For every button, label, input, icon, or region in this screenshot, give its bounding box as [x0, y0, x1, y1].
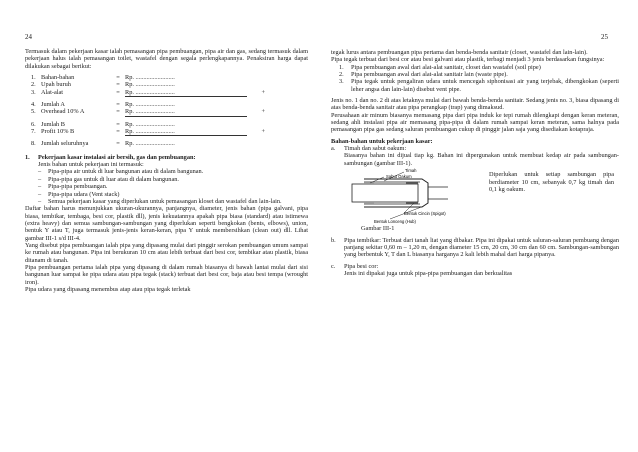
- list-item: – Pipa-pipa udara (Vent stack): [38, 190, 120, 198]
- body-paragraph: Yang disebut pipa pembuangan ialah pipa yang dipasang mulai dari pinggir serokan pembuangan umum sampai ke rumah atau bangunan. Pipa ini berukuran 10 cm atau lebih terbuat dari besi cor, tembikar atau plastik, biasa ditanam di tanah.: [25, 241, 308, 264]
- list-item: – Semua pekerjaan kasar yang diperlukan untuk pemasangan kloset dan wastafel dan lain-lain.: [38, 197, 282, 205]
- section-intro: Jenis bahan untuk pekerjaan ini termasuk:: [38, 161, 144, 169]
- list-item: – Pipa-pipa air untuk di luar bangunan atau di dalam bangunan.: [38, 168, 204, 176]
- right-page-body: [331, 49, 619, 277]
- item-c: c. Pipa besi cor:: [331, 262, 379, 270]
- body-paragraph: Pipa pembuangan pertama ialah pipa yang dipasang di dalam rumah biasanya di bawah lantai mulai dari sisi bangunan luar sampai ke pipa udara atau pipa tegak (stack) terbuat dari besi cor, baja atau besi tempa (wrought iron).: [25, 263, 308, 286]
- body-paragraph: tegak lurus antara pembuangan pipa pertama dan benda-benda sanitair (closet, wastafel dan lain-lain).: [331, 49, 588, 56]
- cost-row: 5. Overhead 10% A = Rp. ......................... +: [31, 108, 265, 116]
- cost-row: 6. Jumlah B = Rp. .........................: [31, 120, 175, 128]
- body-paragraph: Pipa tegak terbuat dari besi cor atau besi galvani atau plastik, terbagi menjadi 3 jenis berdasarkan fungsinya:: [331, 56, 605, 64]
- list-item: 1. Pipa pembuangan awal dari alat-alat sanitair, closet dan wastafel (soil pipe): [339, 63, 541, 71]
- figure-caption: Gambar III-1: [361, 225, 395, 233]
- section-heading: 1. Pekerjaan kasar instalasi air bersih, gas dan pembuangan:: [25, 153, 196, 161]
- body-paragraph: Daftar bahan harus menunjukkan ukuran-ukurannya, panjangnya, diameter, jenis bahan (pipa galvani, pipa biasa, tembikar, tembaga, besi cor, plastik dll), jenis kekuatannya apakah pipa biasa (standard) atau istimewa (extra heavy) dan semua sambungan-sambungan yang diperlukan seperti bengkokan (bents, elbows), union, bentuk Y atau T, juga termasuk jenis-jenis keran-keran, pipa Y untuk membersihkan (clean out) dll. Lihat gambar III-1 s/d III-4.: [25, 205, 308, 242]
- body-paragraph: Pipa udara yang dipasang menembus atap atau pipa tegak terletak: [25, 285, 191, 293]
- figure-side-text: Diperlukan untuk setiap sambungan pipa berdiameter 10 cm, sebanyak 0,7 kg timah dan 0,1 kg oakum.: [489, 171, 614, 193]
- intro-paragraph: Termasuk dalam pekerjaan kasar ialah pemasangan pipa pembuangan, pipa air dan gas, sedang termasuk dalam pekerjaan halus ialah pemasangan toilet, wastafel dengan segala perlengkapannya. Penaksiran harga dapat dilakukan sebagai berikut:: [25, 48, 308, 70]
- pipe-joint-diagram: [344, 167, 484, 225]
- cost-row: 4. Jumlah A = Rp. .........................: [31, 101, 175, 109]
- cost-row: 3. Alat-alat = Rp. ......................... +: [31, 88, 265, 96]
- page-number-right: 25: [601, 33, 608, 41]
- body-paragraph: Perusahaan air minum biasanya memasang pipa dari pipa induk ke tepi rumah dilengkapi dengan keran meteran, sedang ahli instalasi pipa air memasang pipa-pipa di dalam rumah sampai keran meteran, sama halnya pada pemasangan pipa gas sedang saluran pembuangan cukup di pinggir jalan saja yang disediakan kotapraja.: [331, 111, 619, 134]
- item-c-text: Jenis ini dipakai juga untuk pipa-pipa pembuangan dan berkualitas: [344, 269, 513, 277]
- left-page-body: [25, 48, 308, 293]
- cost-row: 2. Upah buruh = Rp. .........................: [31, 81, 175, 89]
- label-hub: Bentuk Lonceng (Hub): [374, 219, 416, 225]
- right-page: [319, 0, 638, 452]
- list-item: 3. Pipa tegak untuk pengaliran udara untuk mencegah siphonisasi air yang terjebak, dibengkokan (seperti leher angsa dan lain-lain) disebut vent pipe.: [339, 78, 619, 93]
- cost-row: 7. Profit 10% B = Rp. ......................... +: [31, 128, 265, 136]
- list-item: – Pipa-pipa gas untuk di luar atau di dalam bangunan.: [38, 175, 179, 183]
- materials-heading: Bahan-bahan untuk pekerjaan kasar:: [331, 137, 433, 145]
- body-paragraph: Jenis no. 1 dan no. 2 di atas letaknya mulai dari bawah benda-benda sanitair. Sedang jenis no. 3, biasa dipasang di atas benda-benda sanitair atau pipa perangkap (trap) yang dimaksud.: [331, 97, 619, 112]
- label-oakum: Sabut Oakum: [386, 174, 412, 180]
- item-a: a. Timah dan sabut oakum:: [331, 145, 407, 153]
- figure-pipe-joint: [344, 167, 619, 225]
- item-b: b. Pipa tembikar: Terbuat dari tanah liat yang dibakar. Pipa ini dipakai untuk saluran-saluran pembuang dengan panjang sekitar 0,60 m – 1,20 m, dengan diameter 15 cm, 20 cm, 30 cm dan 60 cm. Sambungan-sambungan yang berbentuk Y, T dan L biasanya harganya 2 kali lebih mahal dari harga pipanya.: [331, 236, 619, 259]
- list-item: 2. Pipa pembuangan awal dari alat-alat sanitair lain (waste pipe).: [339, 71, 508, 79]
- label-timah: Timah: [405, 168, 417, 174]
- cost-row: 1. Bahan-bahan = Rp. .........................: [31, 74, 175, 82]
- list-item: – Pipa-pipa pembuangan.: [38, 183, 108, 191]
- item-a-text: Biasanya bahan ini dijual tiap kg. Bahan ini dipergunakan untuk membuat kedap air pada sambungan-sambungan (gambar III-1).: [344, 152, 619, 167]
- label-spigot: Bentuk Cincin (Spigot): [404, 211, 446, 217]
- cost-row: 8. Jumlah seluruhnya = Rp. .........................: [31, 140, 175, 148]
- page-number-left: 24: [25, 33, 32, 41]
